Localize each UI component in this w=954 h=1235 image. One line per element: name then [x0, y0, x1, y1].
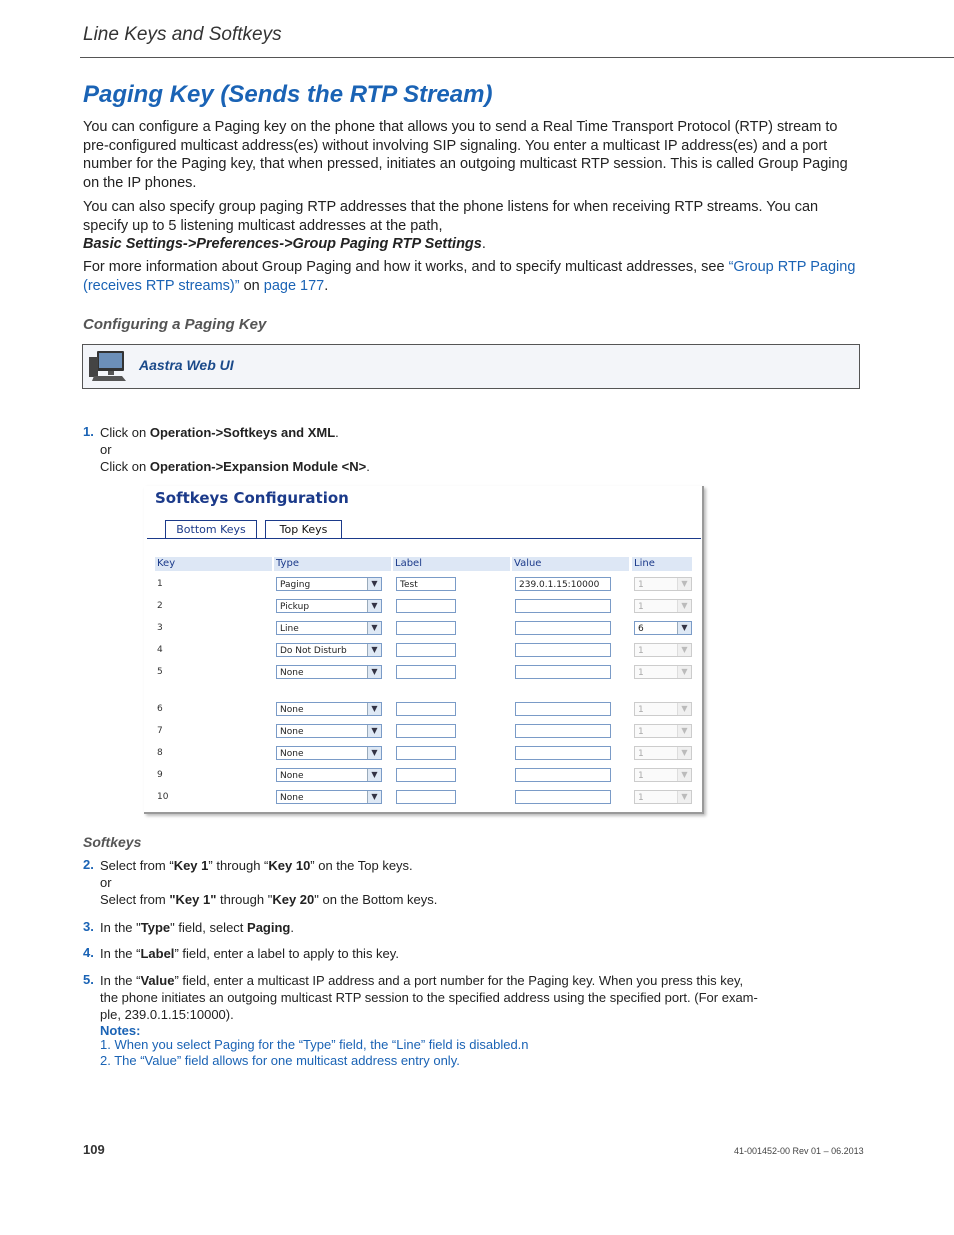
- key-number: 9: [157, 770, 163, 780]
- line-select-value: 1: [638, 580, 644, 590]
- tab-top-keys[interactable]: Top Keys: [265, 520, 342, 539]
- type-select[interactable]: [276, 621, 382, 635]
- value-input[interactable]: [515, 702, 611, 716]
- step-1-b-text: Click on: [100, 459, 150, 474]
- step-3-mid: " field, select: [170, 920, 248, 935]
- chevron-down-icon: ▼: [677, 666, 691, 678]
- computer-icon: [88, 349, 128, 383]
- type-select[interactable]: [276, 643, 382, 657]
- step-1-a-text: Click on: [100, 425, 150, 440]
- intro-paragraph-1: You can configure a Paging key on the phone that allows you to send a Real Time Transport Protocol (RTP) stream to pre-configured multicast address(es) without involving SIP signaling. You enter a multicast IP address(es) and a port number for the Paging key, that when pressed, initiates an outgoing multicast RTP session. This is called Group Paging on the IP phones.: [83, 119, 848, 191]
- step-1-text: Click on Operation->Softkeys and XML. or Click on Operation->Expansion Module <N>.: [100, 425, 370, 474]
- chevron-down-icon: ▼: [677, 578, 691, 590]
- chevron-down-icon: ▼: [367, 600, 381, 612]
- column-header-key: Key: [155, 557, 272, 571]
- step-1-or: or: [100, 442, 112, 457]
- step-2-number: 2.: [83, 857, 94, 872]
- softkeys-subheading: Softkeys: [83, 834, 142, 850]
- value-input[interactable]: [515, 724, 611, 738]
- group-rtp-paging-link[interactable]: “Group RTP Paging (receives RTP streams)”: [83, 259, 856, 294]
- type-select[interactable]: [276, 790, 382, 804]
- chevron-down-icon: ▼: [367, 622, 381, 634]
- configuring-subheading: Configuring a Paging Key: [83, 316, 267, 333]
- step-2-l1-pre: Select from “: [100, 858, 174, 873]
- step-5-number: 5.: [83, 972, 94, 987]
- step-2-key1b: "Key 1": [169, 892, 217, 907]
- line-select: [634, 643, 692, 657]
- page-number: 109: [83, 1142, 105, 1157]
- chevron-down-icon: ▼: [677, 600, 691, 612]
- note-2: 2. The “Value” field allows for one multicast address entry only.: [100, 1053, 460, 1068]
- line-select-value: 1: [638, 793, 644, 803]
- header-divider: [80, 57, 954, 58]
- type-select[interactable]: [276, 577, 382, 591]
- group-paging-path: Basic Settings->Preferences->Group Paging RTP Settings: [83, 236, 482, 252]
- step-2-key10: Key 10: [268, 858, 311, 873]
- step-3-type: Type: [140, 920, 171, 935]
- softkeys-xml-menu-path: Operation->Softkeys and XML: [149, 425, 336, 440]
- tab-bottom-keys[interactable]: Bottom Keys: [165, 520, 257, 539]
- type-select-value: None: [280, 668, 304, 678]
- value-input[interactable]: [515, 599, 611, 613]
- step-1-number: 1.: [83, 424, 94, 439]
- chevron-down-icon: ▼: [677, 747, 691, 759]
- step-4-number: 4.: [83, 945, 94, 960]
- line-select: [634, 577, 692, 591]
- label-input[interactable]: [396, 702, 456, 716]
- label-input[interactable]: [396, 790, 456, 804]
- intro-paragraph-2-text: You can also specify group paging RTP addresses that the phone listens for when receiving RTP streams. You can specify up to 5 listening multicast addresses at the path,: [83, 199, 819, 234]
- step-4-end: ” field, enter a label to apply to this key.: [174, 946, 399, 961]
- type-select[interactable]: [276, 702, 382, 716]
- type-select-value: Pickup: [280, 602, 310, 612]
- step-2-or: or: [100, 875, 112, 890]
- type-select[interactable]: [276, 724, 382, 738]
- key-number: 7: [157, 726, 163, 736]
- key-number: 3: [157, 623, 163, 633]
- line-select-value: 6: [638, 624, 644, 634]
- step-3-pre: In the ": [100, 920, 141, 935]
- value-input[interactable]: [515, 790, 611, 804]
- step-2-key1: Key 1: [173, 858, 209, 873]
- value-input[interactable]: 239.0.1.15:10000: [515, 577, 611, 591]
- type-select[interactable]: [276, 768, 382, 782]
- key-number: 8: [157, 748, 163, 758]
- line-select-value: 1: [638, 646, 644, 656]
- section-header: Line Keys and Softkeys: [83, 24, 282, 45]
- type-select-value: Paging: [280, 580, 311, 590]
- label-input[interactable]: [396, 768, 456, 782]
- document-id: 41-001452-00 Rev 01 – 06.2013: [734, 1146, 864, 1156]
- key-number: 5: [157, 667, 163, 677]
- page-title: Paging Key (Sends the RTP Stream): [83, 81, 493, 108]
- line-select: [634, 665, 692, 679]
- line-select-value: 1: [638, 771, 644, 781]
- line-select: [634, 702, 692, 716]
- column-header-type: Type: [274, 557, 391, 571]
- type-select-value: None: [280, 705, 304, 715]
- label-input[interactable]: [396, 599, 456, 613]
- label-input[interactable]: [396, 665, 456, 679]
- value-input[interactable]: [515, 665, 611, 679]
- type-select[interactable]: [276, 746, 382, 760]
- step-2-l2-pre: Select from: [100, 892, 170, 907]
- chevron-down-icon: ▼: [677, 791, 691, 803]
- step-2-l2-mid: through ": [216, 892, 273, 907]
- line-select: [634, 768, 692, 782]
- step-4-text: [100, 945, 399, 962]
- key-number: 2: [157, 601, 163, 611]
- column-header-value: Value: [512, 557, 629, 571]
- intro-paragraph-3-text: For more information about Group Paging and how it works, and to specify multicast addresses, see: [83, 259, 729, 275]
- chevron-down-icon: ▼: [367, 791, 381, 803]
- value-input[interactable]: [515, 746, 611, 760]
- intro-paragraph-3: [83, 258, 863, 295]
- step-5-l2: the phone initiates an outgoing multicast RTP session to the specified address using the specified port. (For exam-: [100, 990, 758, 1005]
- label-input[interactable]: [396, 643, 456, 657]
- intro-paragraph-2: You can also specify group paging RTP addresses that the phone listens for when receiving RTP streams. You can specify up to 5 listening multicast addresses at the path, Basic Settings->Preferences->Group Paging RTP Settings.: [83, 199, 819, 252]
- label-input[interactable]: [396, 724, 456, 738]
- type-select-value: None: [280, 749, 304, 759]
- type-select-value: None: [280, 793, 304, 803]
- step-5-l1-end: ” field, enter a multicast IP address and a port number for the Paging key. When you press this key,: [174, 973, 744, 988]
- type-select[interactable]: [276, 599, 382, 613]
- step-2-l1-end: ” on the Top keys.: [310, 858, 413, 873]
- step-3-number: 3.: [83, 919, 94, 934]
- chevron-down-icon: ▼: [367, 747, 381, 759]
- chevron-down-icon: ▼: [367, 725, 381, 737]
- column-header-label: Label: [393, 557, 510, 571]
- chevron-down-icon: ▼: [677, 622, 691, 634]
- step-4-pre: In the “: [100, 946, 141, 961]
- step-5-pre: In the “: [100, 973, 141, 988]
- value-input[interactable]: [515, 768, 611, 782]
- step-2-key20: Key 20: [272, 892, 315, 907]
- line-select: [634, 599, 692, 613]
- step-5-l3: ple, 239.0.1.15:10000).: [100, 1007, 234, 1022]
- line-select-value: 1: [638, 749, 644, 759]
- chevron-down-icon: ▼: [367, 666, 381, 678]
- line-select[interactable]: [634, 621, 692, 635]
- label-input[interactable]: Test: [396, 577, 456, 591]
- line-select-value: 1: [638, 705, 644, 715]
- webui-label: Aastra Web UI: [139, 357, 234, 373]
- chevron-down-icon: ▼: [677, 644, 691, 656]
- line-select-value: 1: [638, 727, 644, 737]
- step-3-end: .: [290, 920, 294, 935]
- step-5-value: Value: [140, 973, 175, 988]
- value-input[interactable]: [515, 643, 611, 657]
- key-number: 6: [157, 704, 163, 714]
- key-number: 1: [157, 579, 163, 589]
- key-number: 4: [157, 645, 163, 655]
- type-select-value: Do Not Disturb: [280, 646, 347, 656]
- chevron-down-icon: ▼: [367, 769, 381, 781]
- chevron-down-icon: ▼: [367, 578, 381, 590]
- notes-label: Notes:: [100, 1023, 141, 1038]
- line-select: [634, 746, 692, 760]
- step-2-l2-end: " on the Bottom keys.: [314, 892, 438, 907]
- chevron-down-icon: ▼: [367, 703, 381, 715]
- type-select-value: None: [280, 727, 304, 737]
- chevron-down-icon: ▼: [367, 644, 381, 656]
- step-4-label: Label: [140, 946, 175, 961]
- intro-on-text: on: [239, 277, 264, 294]
- type-select[interactable]: [276, 665, 382, 679]
- note-1: 1. When you select Paging for the “Type” field, the “Line” field is disabled.n: [100, 1037, 529, 1052]
- page-177-link[interactable]: page 177: [263, 277, 325, 294]
- line-select-value: 1: [638, 602, 644, 612]
- line-select-value: 1: [638, 668, 644, 678]
- intro-period: .: [324, 277, 329, 294]
- value-input[interactable]: [515, 621, 611, 635]
- softkeys-config-title: Softkeys Configuration: [155, 489, 349, 507]
- tab-divider: [147, 538, 701, 539]
- step-5-text: [100, 972, 760, 1023]
- type-select-value: Line: [280, 624, 299, 634]
- step-3-paging: Paging: [247, 920, 291, 935]
- line-select: [634, 790, 692, 804]
- column-header-line: Line: [632, 557, 692, 571]
- chevron-down-icon: ▼: [677, 769, 691, 781]
- chevron-down-icon: ▼: [677, 725, 691, 737]
- line-select: [634, 724, 692, 738]
- step-3-text: [100, 919, 294, 936]
- type-select-value: None: [280, 771, 304, 781]
- step-2-l1-mid: ” through “: [208, 858, 269, 873]
- chevron-down-icon: ▼: [677, 703, 691, 715]
- label-input[interactable]: [396, 621, 456, 635]
- step-2-text: [100, 857, 437, 908]
- expansion-module-menu-path: Operation->Expansion Module <N>: [149, 459, 367, 474]
- key-number: 10: [157, 792, 169, 802]
- label-input[interactable]: [396, 746, 456, 760]
